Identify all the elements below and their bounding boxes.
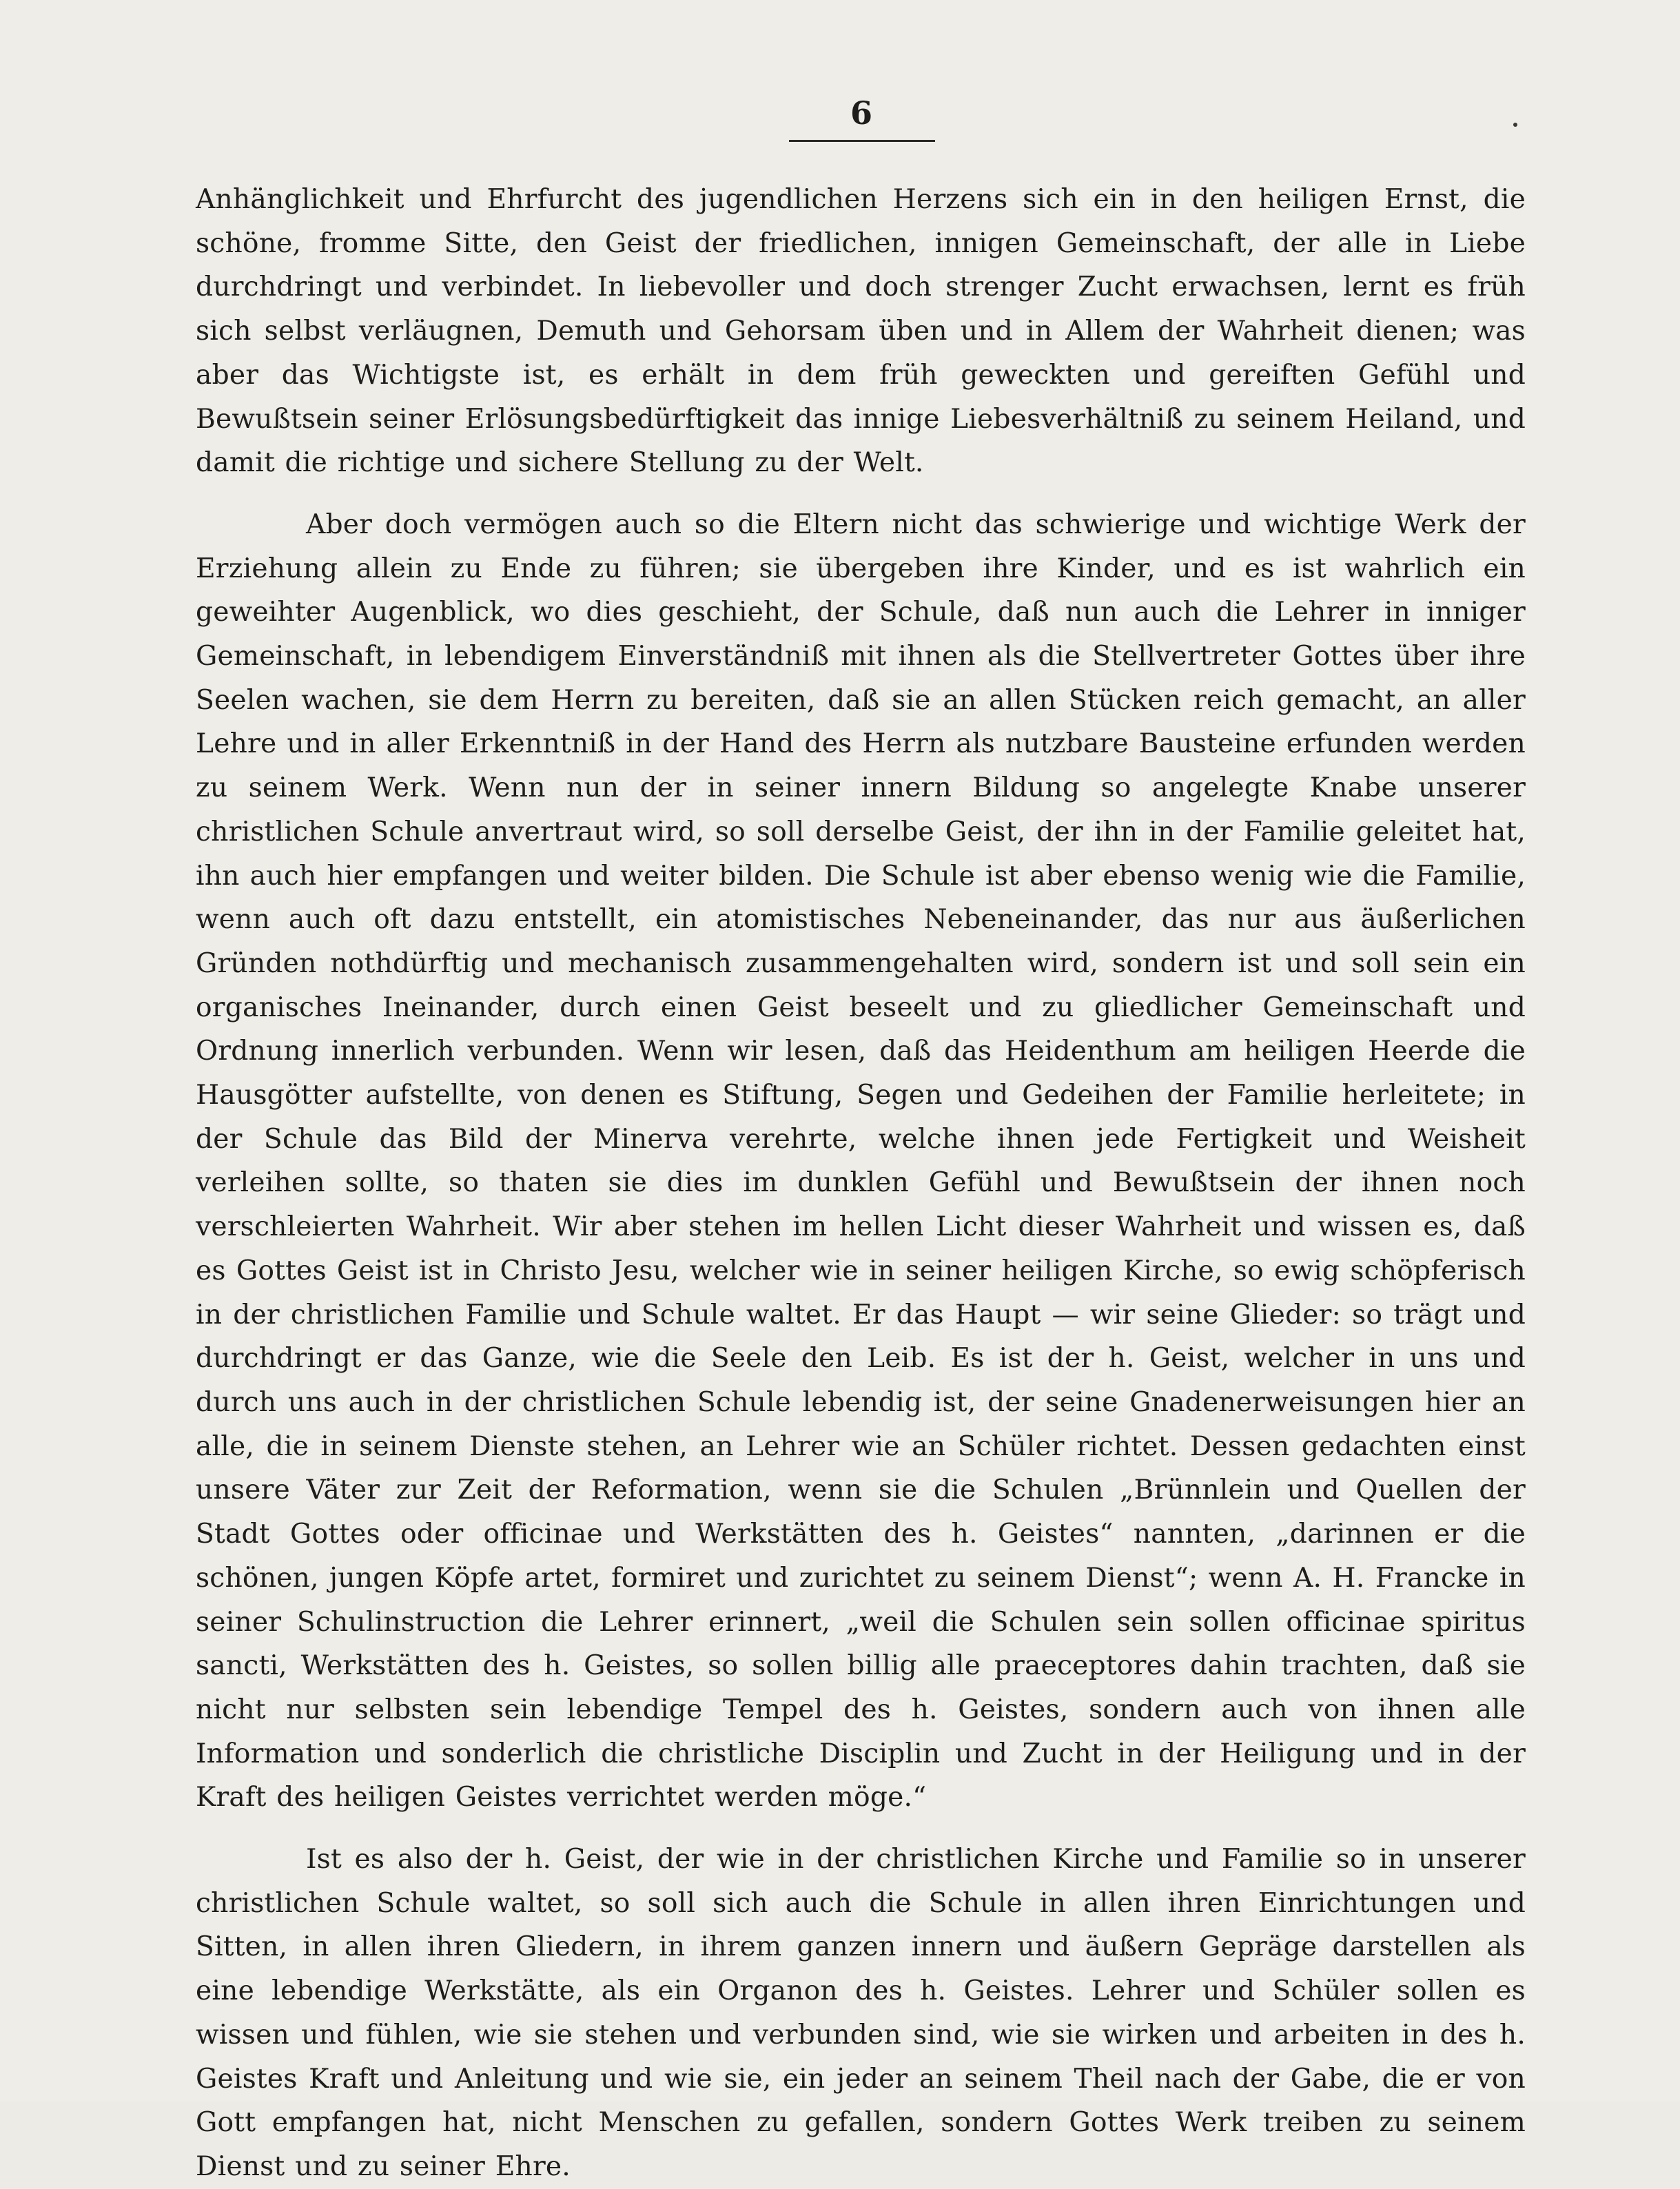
page-number-rule	[789, 140, 935, 142]
paragraph-1: Anhänglichkeit und Ehrfurcht des jugendlichen Herzens sich ein in den heiligen Ernst, die schöne, fromme Sitte, den Geist der friedlichen, innigen Gemeinschaft, der alle in Liebe durchdringt und verbindet. In liebevoller und doch strenger Zucht erwachsen, lernt es früh sich selbst verläugnen, Demuth und Gehorsam üben und in Allem der Wahrheit dienen; was aber das Wichtigste ist, es erhält in dem früh geweckten und gereiften Gefühl und Bewußtsein seiner Erlösungsbedürftigkeit das innige Liebesverhältniß zu seinem Heiland, und damit die richtige und sichere Stellung zu der Welt.	[196, 184, 1526, 479]
paragraph-2: Aber doch vermögen auch so die Eltern nicht das schwierige und wichtige Werk der Erziehung allein zu Ende zu führen; sie übergeben ihre Kinder, und es ist wahrlich ein geweihter Augenblick, wo dies geschieht, der Schule, daß nun auch die Lehrer in inniger Gemeinschaft, in lebendigem Einverständniß mit ihnen als die Stellvertreter Gottes über ihre Seelen wachen, sie dem Herrn zu bereiten, daß sie an allen Stücken reich gemacht, an aller Lehre und in aller Erkenntniß in der Hand des Herrn als nutzbare Bausteine erfunden werden zu seinem Werk. Wenn nun der in seiner innern Bildung so angelegte Knabe unserer christlichen Schule anvertraut wird, so soll derselbe Geist, der ihn in der Familie geleitet hat, ihn auch hier empfangen und weiter bilden. Die Schule ist aber ebenso wenig wie die Familie, wenn auch oft dazu entstellt, ein atomistisches Nebeneinander, das nur aus äußerlichen Gründen nothdürftig und mechanisch zusammengehalten wird, sondern ist und soll sein ein organisches Ineinander, durch einen Geist beseelt und zu gliedlicher Gemeinschaft und Ordnung innerlich verbunden. Wenn wir lesen, daß das Heidenthum am heiligen Heerde die Hausgötter aufstellte, von denen es Stiftung, Segen und Gedeihen der Familie herleitete; in der Schule das Bild der Minerva verehrte, welche ihnen jede Fertigkeit und Weisheit verleihen sollte, so thaten sie dies im dunklen Gefühl und Bewußtsein der ihnen noch verschleierten Wahrheit. Wir aber stehen im hellen Licht dieser Wahrheit und wissen es, daß es Gottes Geist ist in Christo Jesu, welcher wie in seiner heiligen Kirche, so ewig schöpferisch in der christlichen Familie und Schule waltet. Er das Haupt — wir seine Glieder: so trägt und durchdringt er das Ganze, wie die Seele den Leib. Es ist der h. Geist, welcher in uns und durch uns auch in der christlichen Schule lebendig ist, der seine Gnadenerweisungen hier an alle, die in seinem Dienste stehen, an Lehrer wie an Schüler richtet. Dessen gedachten einst unsere Väter zur Zeit der Reformation, wenn sie die Schulen „Brünnlein und Quellen der Stadt Gottes oder officinae und Werkstätten des h. Geistes“ nannten, „darinnen er die schönen, jungen Köpfe artet, formiret und zurichtet zu seinem Dienst“; wenn A. H. Francke in seiner Schulinstruction die Lehrer erinnert, „weil die Schulen sein sollen officinae spiritus sancti, Werkstätten des h. Geistes, so sollen billig alle praeceptores dahin trachten, daß sie nicht nur selbsten sein lebendige Tempel des h. Geistes, sondern auch von ihnen alle Information und sonderlich die christliche Disciplin und Zucht in der Heiligung und in der Kraft des heiligen Geistes verrichtet werden möge.“	[196, 508, 1526, 1813]
body-text	[196, 178, 1526, 2189]
page-number: 6	[850, 94, 872, 132]
paragraph-3: Ist es also der h. Geist, der wie in der christlichen Kirche und Familie so in unserer christlichen Schule waltet, so soll sich auch die Schule in allen ihren Einrichtungen und Sitten, in allen ihren Gliedern, in ihrem ganzen innern und äußern Gepräge darstellen als eine lebendige Werkstätte, als ein Organon des h. Geistes. Lehrer und Schüler sollen es wissen und fühlen, wie sie stehen und verbunden sind, wie sie wirken und arbeiten in des h. Geistes Kraft und Anleitung und wie sie, ein jeder an seinem Theil nach der Gabe, die er von Gott empfangen hat, nicht Menschen zu gefallen, sondern Gottes Werk treiben zu seinem Dienst und zu seiner Ehre.	[196, 1844, 1526, 2182]
margin-dot	[1513, 123, 1517, 127]
